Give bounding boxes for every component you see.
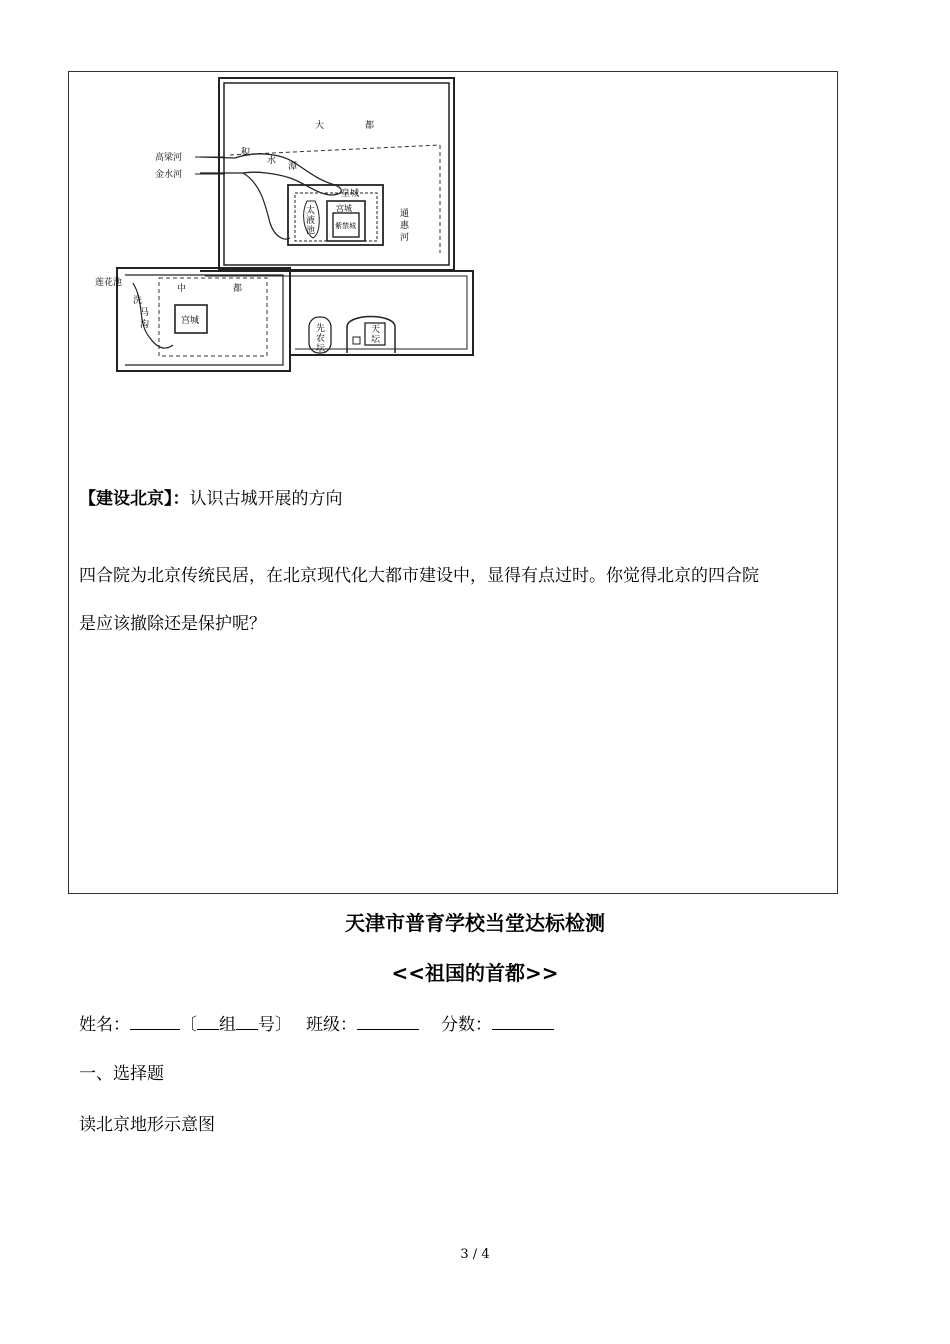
label-gongcheng-bottom: 宫城 bbox=[181, 316, 200, 326]
label-zhongdu-1: 中 bbox=[177, 284, 187, 294]
river-channels bbox=[200, 157, 290, 239]
label-zijincheng: 紫禁城 bbox=[335, 222, 356, 230]
group-label: 组 bbox=[219, 1015, 236, 1035]
tiantan-altar bbox=[353, 337, 360, 344]
label-tonghui-3: 河 bbox=[400, 233, 410, 243]
label-xiannong-1: 先 bbox=[316, 324, 326, 334]
group-open: 〔 bbox=[180, 1015, 197, 1035]
test-title: 天津市普育学校当堂达标检测 bbox=[345, 911, 605, 935]
label-tonghui-2: 惠 bbox=[400, 221, 410, 231]
label-taiye-1: 太 bbox=[306, 206, 316, 216]
beijing-city-map bbox=[95, 73, 480, 378]
label-xima-3: 沟 bbox=[140, 320, 150, 330]
name-label: 姓名： bbox=[79, 1015, 130, 1035]
label-dadu-2: 都 bbox=[365, 121, 375, 131]
label-tiantan-2: 坛 bbox=[371, 335, 381, 345]
label-gongcheng-top: 宫城 bbox=[336, 204, 352, 213]
outer-city-inner-wall bbox=[205, 276, 467, 349]
label-gaoliang-river: 高梁河 bbox=[155, 153, 183, 163]
label-taiye-2: 液 bbox=[306, 216, 316, 226]
label-jinshui-river: 金水河 bbox=[155, 170, 183, 180]
label-tiantan-1: 天 bbox=[371, 325, 381, 335]
label-lianhua-pond: 莲花池 bbox=[95, 278, 123, 288]
label-taiye-3: 池 bbox=[306, 226, 316, 236]
xima-gou-stream bbox=[133, 283, 173, 348]
section-heading bbox=[79, 484, 343, 509]
test-subtitle: <<祖国的首都>> bbox=[391, 961, 559, 985]
number-blank[interactable] bbox=[236, 1012, 258, 1030]
label-huangcheng: 皇城 bbox=[341, 189, 360, 199]
name-blank[interactable] bbox=[130, 1012, 180, 1030]
group-blank[interactable] bbox=[197, 1012, 219, 1030]
instruction-text: 读北京地形示意图 bbox=[79, 1115, 215, 1135]
class-blank[interactable] bbox=[357, 1012, 419, 1030]
question-line-1: 四合院为北京传统民居，在北京现代化大都市建设中，显得有点过时。你觉得北京的四合院 bbox=[79, 566, 759, 586]
part-one-heading: 一、选择题 bbox=[79, 1064, 164, 1084]
score-blank[interactable] bbox=[492, 1012, 554, 1030]
number-label: 号〕 bbox=[258, 1015, 292, 1035]
label-jishuitan-2: 水 bbox=[267, 156, 277, 166]
label-xiannong-2: 农 bbox=[316, 334, 326, 344]
class-label: 班级： bbox=[306, 1015, 357, 1035]
question-line-2: 是应该撤除还是保护呢？ bbox=[79, 614, 266, 634]
score-label: 分数： bbox=[441, 1015, 492, 1035]
student-info-line bbox=[79, 1010, 554, 1035]
label-xiannong-3: 坛 bbox=[316, 344, 326, 354]
label-zhongdu-2: 都 bbox=[233, 284, 243, 294]
label-xima-1: 洗 bbox=[133, 296, 143, 306]
section-heading-text: 认识古城开展的方向 bbox=[189, 489, 343, 509]
label-tonghui-1: 通 bbox=[400, 209, 410, 219]
label-jishuitan-3: 潭 bbox=[288, 162, 298, 172]
page-number: 3 / 4 bbox=[460, 1247, 490, 1262]
label-dadu-1: 大 bbox=[315, 121, 325, 131]
label-xima-2: 马 bbox=[140, 308, 150, 318]
label-jishuitan-1: 积 bbox=[241, 148, 251, 158]
section-heading-bracket: 【建设北京】： bbox=[79, 489, 190, 509]
